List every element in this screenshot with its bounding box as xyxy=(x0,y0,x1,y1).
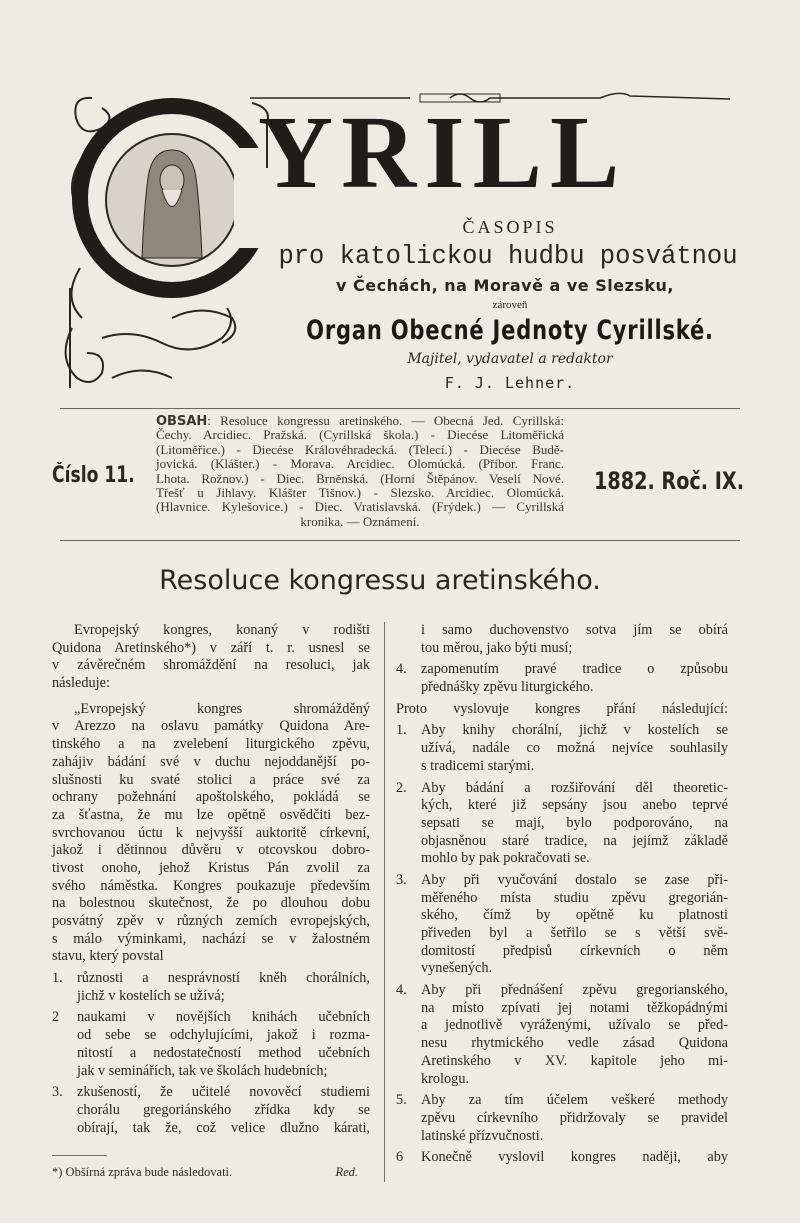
masthead-title: YRILL xyxy=(258,95,628,210)
owner-name: F. J. Lehner. xyxy=(444,374,576,392)
item-number: 1. xyxy=(52,970,63,987)
text-line: Evropejský kongres, konaný v rodišti xyxy=(74,622,370,638)
contents-line: jovická. (Klášter.) - Morava. Arcidiec. Olomúcká. (Příbor. Franc. xyxy=(156,456,564,472)
text-line: vynešených. xyxy=(421,960,493,977)
text-line: slušnosti ku svaté stolici a práce své za xyxy=(52,771,370,788)
owner-label: Majitel, vydavatel a redaktor xyxy=(407,351,613,367)
text-line: objasněnou staré tradice, na jejímž základě xyxy=(421,832,728,849)
text-line: za šťastna, že mu lze opětně osvědčiti bez- xyxy=(52,806,370,823)
text-line: Aby při přednášení zpěvu gregorianského, xyxy=(421,982,728,999)
text-line: následuje: xyxy=(52,675,110,692)
text-line: přednášky zpěvu liturgického. xyxy=(421,679,594,696)
text-line: Proto vyslovuje kongres přání následující: xyxy=(396,700,728,717)
text-line: zpěvu církevního přidržovaly se pravidel xyxy=(421,1109,728,1126)
text-line: nesu rhytmického vedle zásad Quidona xyxy=(421,1035,728,1052)
text-line: latinské přízvučnosti. xyxy=(421,1127,544,1144)
numbered-item xyxy=(396,780,728,868)
item-number: 6 xyxy=(396,1149,404,1166)
masthead-region: v Čechách, na Moravě a ve Slezsku, xyxy=(335,276,675,295)
text-line: krologu. xyxy=(421,1070,470,1087)
numbered-item xyxy=(52,970,370,1005)
numbered-item xyxy=(396,1149,728,1167)
text-line: Aby za tím účelem veškeré methody xyxy=(421,1092,728,1109)
column-divider xyxy=(384,622,385,1182)
text-line: mohlo by pak pokračovati se. xyxy=(421,850,590,867)
text-line: naukami v novějších knihách učebních xyxy=(77,1009,370,1026)
numbered-item xyxy=(396,1092,728,1145)
text-line: od sebe se odchylujícími, jakož i rozma- xyxy=(77,1027,370,1044)
numbered-item xyxy=(396,982,728,1088)
numbered-item xyxy=(52,1084,370,1137)
text-line: na bolestnou skutečnost, že po dlouhou dobu xyxy=(52,895,370,912)
text-line: zapomenutím pravé tradice o způsobu xyxy=(421,661,728,678)
masthead-tagline: pro katolickou hudbu posvátnou xyxy=(278,242,738,271)
text-line: měřeného místa studiu zpěvu gregorián- xyxy=(421,889,728,906)
text-line: zahájiv bádání své v duchu nejoddanější po- xyxy=(52,753,370,770)
cyrill-initial-c-logo xyxy=(62,88,272,398)
text-line: s tradicemi starými. xyxy=(421,757,535,774)
item-number: 3. xyxy=(52,1084,63,1101)
text-line: svého náměstka. Kongres poukazuje především xyxy=(52,877,370,894)
text-line: jakož i dětinnou důvěru v otcovskou dobro- xyxy=(52,842,370,859)
numbered-item xyxy=(396,661,728,696)
text-line: obírají, tak že, což velice dlužno kárati, xyxy=(77,1119,370,1136)
text-line: a jednotlivě vyráženými, užívalo se před- xyxy=(421,1017,728,1034)
text-line: Aby při vyučování dostalo se zase při- xyxy=(421,871,728,888)
text-line: tou měrou, jako býti musí; xyxy=(421,639,573,656)
contents-text: : Resoluce kongressu aretinského. — Obecná Jed. Cyrillská: xyxy=(207,413,564,428)
contents-line: kronika. — Oznámení. xyxy=(300,513,420,529)
numbered-item xyxy=(396,872,728,978)
text-line: „Evropejský kongres shromážděný xyxy=(74,700,370,717)
text-line: i samo duchovenstvo sotva jím se obírá xyxy=(421,622,728,638)
item-number: 1. xyxy=(396,722,407,739)
text-line: užívá, nadále co možná nejvíce souhlasily xyxy=(421,740,728,757)
text-line: v Arezzo na oslavu památky Quidona Are- xyxy=(52,718,370,735)
text-line: Konečně vyslovil kongres naději, aby xyxy=(421,1149,728,1166)
contents-line: (Litoměřice.) - Diecése Královéhradecká. (Telecí.) - Diecése Budě- xyxy=(156,441,564,457)
footnote-text: *) Obšírná zpráva bude následovati. xyxy=(52,1165,233,1179)
text-line: domitostí předpisů církevních o něm xyxy=(421,942,728,959)
item-number: 5. xyxy=(396,1092,407,1109)
text-line: tivost onoho, jehož Kristus Pán zvolil za xyxy=(52,859,370,876)
contents-line: Čechy. Arcidiec. Pražská. (Cyrillská škola.) - Diecése Litoměřická xyxy=(156,427,564,443)
numbered-item xyxy=(52,1009,370,1080)
header-divider xyxy=(60,408,740,409)
table-of-contents xyxy=(156,414,564,529)
text-line: s málo výminkami, nachází se v žalostném xyxy=(52,930,370,947)
contents-line: Třešť u Jihlavy. Klášter Tišnov.) - Slezsko. Arcidiec. Olomúcká. xyxy=(156,484,564,500)
item-number: 2. xyxy=(396,779,407,796)
text-line: na místo zpívati jej notami těžkopádnými xyxy=(421,999,728,1016)
text-line: svrchovanou úctu k nejvyšší auktoritě církevní, xyxy=(52,824,370,841)
text-line: Aby knihy chorální, jichž v kostelích se xyxy=(421,722,728,739)
text-line: přiveden byl a šetřilo se s větší svě- xyxy=(421,925,728,941)
paragraph xyxy=(52,622,370,693)
article-right-column xyxy=(396,622,728,1171)
contents-line xyxy=(156,414,564,428)
text-line: posvátný zpěv v různých zemích evropejských, xyxy=(52,913,370,929)
contents-label: OBSAH xyxy=(156,414,208,429)
text-line: sepsati se mají, bylo podporováno, na xyxy=(421,814,728,831)
numbered-item xyxy=(396,622,728,657)
issue-number: Číslo 11. xyxy=(52,463,135,488)
item-number: 3. xyxy=(396,871,407,888)
numbered-item xyxy=(396,722,728,775)
item-number: 4. xyxy=(396,982,407,999)
article-left-column xyxy=(52,622,370,1141)
article-title: Resoluce kongressu aretinského. xyxy=(159,565,601,596)
text-line: jichž v kostelích se užívá; xyxy=(77,987,225,1004)
text-line: jak v seminářích, tak ve školách hudebních; xyxy=(77,1062,328,1079)
footnote-rule xyxy=(52,1155,107,1156)
text-line: ochrany požehnání apoštolského, pokládá se xyxy=(52,789,370,806)
text-line: Aby bádání a rozšiřování děl theoretic- xyxy=(421,779,728,796)
contents-line: (Hlavnice. Kylešovice.) - Diec. Vratislavská. (Frýdek.) — Cyrillská xyxy=(156,499,564,515)
issue-year-volume: 1882. Roč. IX. xyxy=(594,467,744,495)
text-line: kých, které již sepsány jsou anebo teprvé xyxy=(421,797,728,814)
text-line: různosti a nesprávností kněh chorálních, xyxy=(77,970,370,987)
text-line: ského, čímž by opětně ku platnosti xyxy=(421,907,728,924)
text-line: chorálu gregoriánského zřídka kdy se xyxy=(77,1101,370,1118)
item-number: 2 xyxy=(52,1009,60,1026)
text-line: zkušeností, že učitelé novověcí studiemi xyxy=(77,1084,370,1101)
text-line: stavu, který povstal xyxy=(52,948,164,965)
text-line: nitostí a nedostatečností method učebních xyxy=(77,1044,370,1061)
item-number: 4. xyxy=(396,661,407,678)
footnote xyxy=(52,1163,370,1181)
text-line: v závěrečném shromáždění na resoluci, jak xyxy=(52,657,370,674)
masthead-subtitle: ČASOPIS xyxy=(462,217,558,237)
text-line: Quidona Aretinského*) v září t. r. usnesl se xyxy=(52,639,370,656)
masthead-also: zároveň xyxy=(492,299,528,311)
paragraph xyxy=(52,701,370,966)
contents-divider xyxy=(60,540,740,541)
paragraph xyxy=(396,701,728,719)
text-line: Aretinského v XV. kapitole jeho mi- xyxy=(421,1052,728,1069)
masthead-organ: Organ Obecné Jednoty Cyrillské. xyxy=(306,315,714,346)
contents-line: Lhota. Rožnov.) - Diec. Brněnská. (Horní Štěpánov. Veselí Nové. xyxy=(156,470,564,486)
footnote-signature: Red. xyxy=(335,1165,358,1179)
text-line: tinského a na zvelebení liturgického zpěvu, xyxy=(52,736,370,753)
